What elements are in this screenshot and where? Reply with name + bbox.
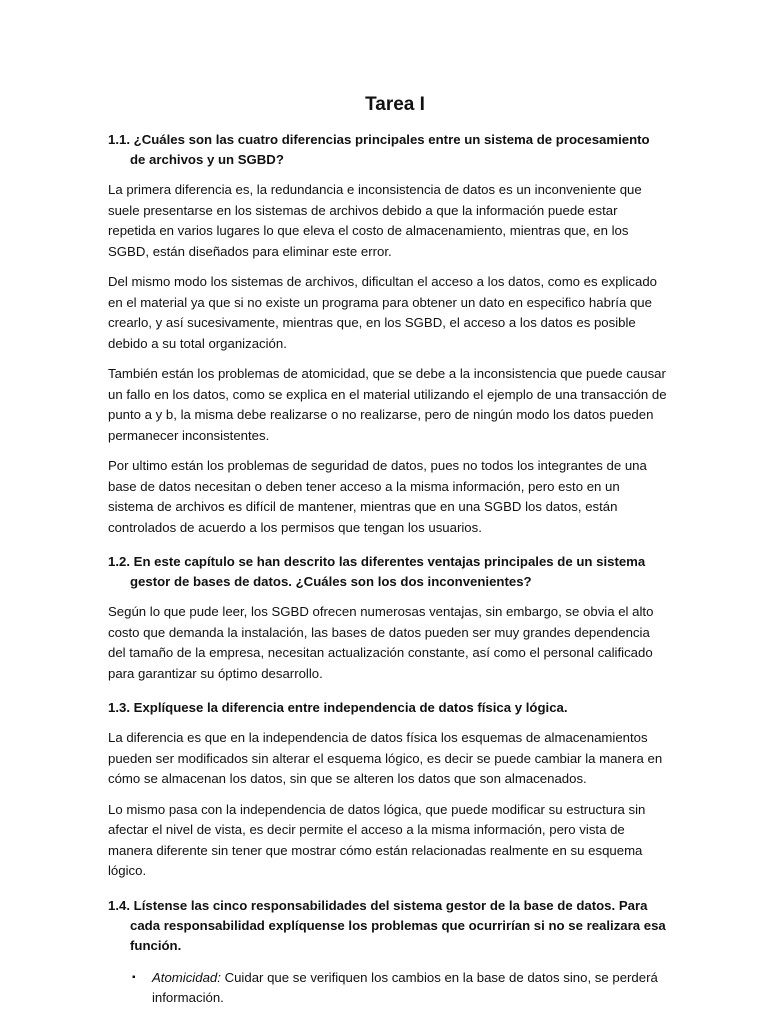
question-1-4: 1.4. Lístense las cinco responsabilidades del sistema gestor de la base de datos. Para cada responsabilidad explíquense los problemas que ocurrirían si no se realizara esa función. bbox=[108, 897, 666, 953]
document-title: Tarea I bbox=[365, 94, 425, 115]
responsibility-list bbox=[108, 968, 668, 1009]
answer-paragraph: La diferencia es que en la independencia de datos física los esquemas de almacenamientos pueden ser modificados sin alterar el esquema lógico, es decir se puede cambiar la manera en cómo se almacenan los datos, sin que se alteren los datos que son almacenados. bbox=[108, 730, 663, 786]
square-bullet-icon: ▪ bbox=[132, 971, 136, 983]
answer-paragraph: Por ultimo están los problemas de seguridad de datos, pues no todos los integrantes de una base de datos necesitan o deben tener acceso a la misma información, pero esto en un sistema de archivos es difícil de mantener, mientras que en una SGBD los datos, están controlados de acuerdo a los permisos que tengan los usuarios. bbox=[108, 458, 647, 535]
answer-paragraph: Según lo que pude leer, los SGBD ofrecen numerosas ventajas, sin embargo, se obvia el alto costo que demanda la instalación, las bases de datos pueden ser muy grandes dependencia del tamaño de la empresa, necesitan actualización constante, así como el personal calificado para garantizar su óptimo desarrollo. bbox=[108, 604, 654, 681]
question-1-2: 1.2. En este capítulo se han descrito las diferentes ventajas principales de un sistema gestor de bases de datos. ¿Cuáles son los dos inconvenientes? bbox=[108, 554, 646, 589]
answer-paragraph: La primera diferencia es, la redundancia e inconsistencia de datos es un inconveniente que suele presentarse en los sistemas de archivos debido a que la información puede estar repetida en varios lugares lo que eleva el costo de almacenamiento, mientras que, en los SGBD, están diseñados para eliminar este error. bbox=[108, 182, 642, 259]
list-item bbox=[132, 968, 668, 1009]
list-item-text: Cuidar que se verifiquen los cambios en la base de datos sino, se perderá información. bbox=[152, 969, 658, 1005]
question-1-3: 1.3. Explíquese la diferencia entre independencia de datos física y lógica. bbox=[108, 700, 568, 715]
answer-paragraph: Del mismo modo los sistemas de archivos, dificultan el acceso a los datos, como es explicado en el material ya que si no existe un programa para obtener un dato en especifico habría que crearlo, y así sucesivamente, mientras que, en los SGBD, el acceso a los datos es posible debido a su total organización. bbox=[108, 274, 657, 351]
question-1-1: 1.1. ¿Cuáles son las cuatro diferencias principales entre un sistema de procesamiento de archivos y un SGBD? bbox=[108, 132, 650, 167]
answer-paragraph: También están los problemas de atomicidad, que se debe a la inconsistencia que puede causar un fallo en los datos, como se explica en el material utilizando el ejemplo de una transacción de punto a y b, la misma debe realizarse o no realizarse, pero de ningún modo los datos pueden permanecer inconsistentes. bbox=[108, 366, 667, 443]
answer-paragraph: Lo mismo pasa con la independencia de datos lógica, que puede modificar su estructura sin afectar el nivel de vista, es decir permite el acceso a la misma información, pero vista de manera diferente sin tener que mostrar cómo están relacionadas realmente en su esquema lógico. bbox=[108, 801, 646, 878]
list-item-term: Atomicidad: bbox=[152, 969, 221, 985]
